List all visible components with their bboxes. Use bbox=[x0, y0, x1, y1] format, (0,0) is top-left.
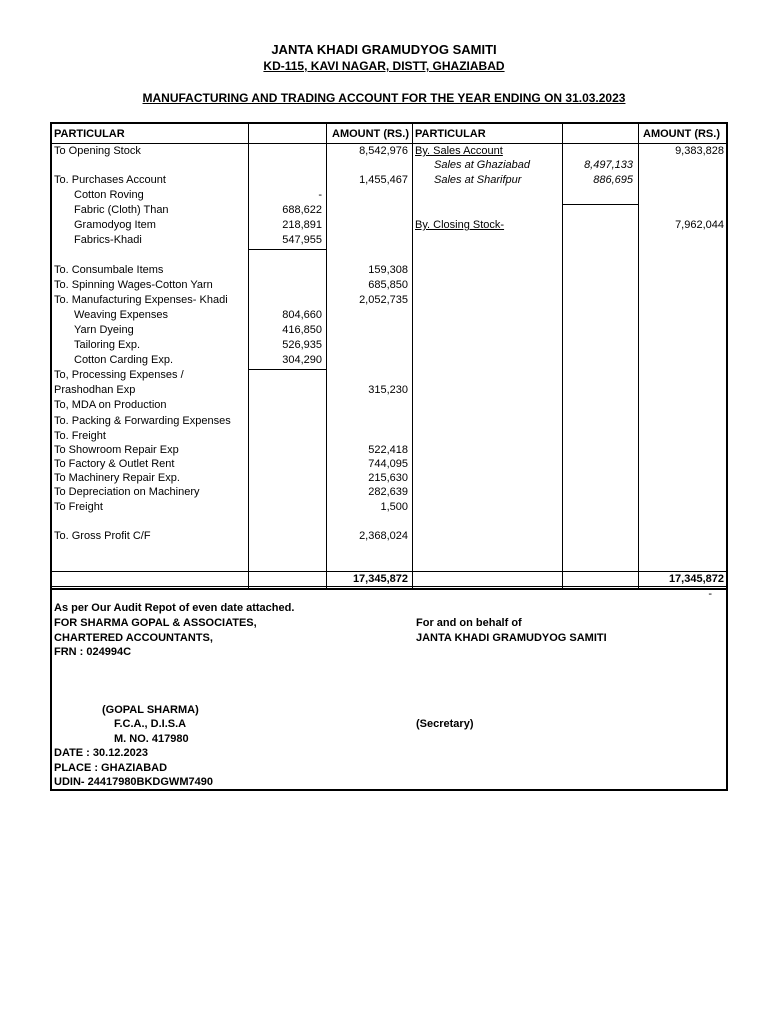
row-amount: 1,455,467 bbox=[359, 174, 408, 186]
total-rule-bottom bbox=[52, 586, 726, 587]
row-label: To. Purchases Account bbox=[54, 174, 166, 186]
row-label: To. Packing & Forwarding Expenses bbox=[54, 415, 231, 427]
row-amount: 744,095 bbox=[368, 458, 408, 470]
row-amount: 8,542,976 bbox=[359, 145, 408, 157]
statement-title: MANUFACTURING AND TRADING ACCOUNT FOR THE YEAR ENDING ON 31.03.2023 bbox=[142, 91, 626, 105]
row-amount: 2,368,024 bbox=[359, 530, 408, 542]
behalf-label: For and on behalf of bbox=[416, 617, 522, 629]
row-label: To Factory & Outlet Rent bbox=[54, 458, 175, 470]
sub-label: Weaving Expenses bbox=[74, 309, 168, 321]
col-divider bbox=[638, 124, 639, 588]
row-label: To Machinery Repair Exp. bbox=[54, 472, 180, 484]
org-address: KD-115, KAVI NAGAR, DISTT, GHAZIABAD bbox=[263, 59, 505, 73]
row-amount: 522,418 bbox=[368, 444, 408, 456]
behalf-org: JANTA KHADI GRAMUDYOG SAMITI bbox=[416, 632, 607, 644]
total-rule-top bbox=[52, 571, 726, 572]
row-label: To. Consumbale Items bbox=[54, 264, 164, 276]
row-amount: 2,052,735 bbox=[359, 294, 408, 306]
row-amount: 315,230 bbox=[368, 384, 408, 396]
credit-total: 17,345,872 bbox=[668, 573, 724, 585]
header-rule bbox=[52, 143, 726, 144]
sub-value: 688,622 bbox=[282, 204, 322, 216]
row-label: To, Processing Expenses / bbox=[54, 369, 184, 381]
sub-label: Cotton Carding Exp. bbox=[74, 354, 174, 366]
row-amount: 7,962,044 bbox=[675, 219, 724, 231]
row-label: To Showroom Repair Exp bbox=[54, 444, 179, 456]
dash-mark: - bbox=[708, 588, 712, 600]
row-label: By. Closing Stock- bbox=[415, 219, 505, 231]
audit-note: As per Our Audit Repot of even date attached. bbox=[54, 602, 295, 614]
sub-value: 804,660 bbox=[282, 309, 322, 321]
sub-value: 218,891 bbox=[282, 219, 322, 231]
secretary-label: (Secretary) bbox=[416, 718, 474, 730]
subtotal-rule bbox=[562, 204, 638, 205]
row-label: By. Sales Account bbox=[415, 145, 503, 157]
row-amount: 9,383,828 bbox=[675, 145, 724, 157]
sub-label: Gramodyog Item bbox=[74, 219, 156, 231]
place-line: PLACE : GHAZIABAD bbox=[54, 762, 168, 774]
sub-value: 8,497,133 bbox=[584, 159, 633, 171]
row-amount: 282,639 bbox=[368, 486, 408, 498]
subtotal-rule bbox=[248, 369, 326, 370]
auditor-title: CHARTERED ACCOUNTANTS, bbox=[54, 632, 213, 644]
subtotal-rule bbox=[248, 249, 326, 250]
sub-label: Sales at Ghaziabad bbox=[434, 159, 531, 171]
sub-label: Fabric (Cloth) Than bbox=[74, 204, 169, 216]
row-label: To Opening Stock bbox=[54, 145, 141, 157]
sub-label: Tailoring Exp. bbox=[74, 339, 141, 351]
auditor-firm: FOR SHARMA GOPAL & ASSOCIATES, bbox=[54, 617, 257, 629]
sub-value: - bbox=[318, 189, 322, 201]
col-divider bbox=[248, 124, 249, 588]
sub-value: 416,850 bbox=[282, 324, 322, 336]
row-label: To, MDA on Production bbox=[54, 399, 167, 411]
org-name: JANTA KHADI GRAMUDYOG SAMITI bbox=[271, 42, 497, 57]
date-line: DATE : 30.12.2023 bbox=[54, 747, 148, 759]
row-amount: 159,308 bbox=[368, 264, 408, 276]
sub-value: 547,955 bbox=[282, 234, 322, 246]
sub-value: 526,935 bbox=[282, 339, 322, 351]
row-amount: 215,630 bbox=[368, 472, 408, 484]
sub-label: Yarn Dyeing bbox=[74, 324, 134, 336]
sub-value: 304,290 bbox=[282, 354, 322, 366]
col-header-amount: AMOUNT (RS.) bbox=[332, 128, 409, 140]
signatory-qualification: F.C.A., D.I.S.A bbox=[114, 718, 187, 730]
row-label: To Freight bbox=[54, 501, 103, 513]
row-amount: 685,850 bbox=[368, 279, 408, 291]
frn-number: FRN : 024994C bbox=[54, 646, 132, 658]
sub-label: Fabrics-Khadi bbox=[74, 234, 142, 246]
row-label: Prashodhan Exp bbox=[54, 384, 136, 396]
col-divider bbox=[562, 124, 563, 588]
col-header-particular: PARTICULAR bbox=[415, 128, 486, 140]
row-label: To Depreciation on Machinery bbox=[54, 486, 200, 498]
account-table bbox=[50, 122, 728, 600]
col-divider bbox=[326, 124, 327, 588]
col-header-particular: PARTICULAR bbox=[54, 128, 125, 140]
row-label: To. Gross Profit C/F bbox=[54, 530, 151, 542]
row-label: To. Manufacturing Expenses- Khadi bbox=[54, 294, 228, 306]
sub-label: Sales at Sharifpur bbox=[434, 174, 522, 186]
row-amount: 1,500 bbox=[380, 501, 408, 513]
signatory-name: (GOPAL SHARMA) bbox=[102, 704, 199, 716]
audit-footer bbox=[50, 590, 728, 791]
sub-value: 886,695 bbox=[593, 174, 633, 186]
debit-total: 17,345,872 bbox=[352, 573, 408, 585]
col-header-amount: AMOUNT (RS.) bbox=[643, 128, 720, 140]
sub-label: Cotton Roving bbox=[74, 189, 144, 201]
col-divider bbox=[412, 124, 413, 588]
udin-line: UDIN- 24417980BKDGWM7490 bbox=[54, 776, 213, 788]
membership-number: M. NO. 417980 bbox=[114, 733, 189, 745]
row-label: To. Freight bbox=[54, 430, 106, 442]
row-label: To. Spinning Wages-Cotton Yarn bbox=[54, 279, 213, 291]
